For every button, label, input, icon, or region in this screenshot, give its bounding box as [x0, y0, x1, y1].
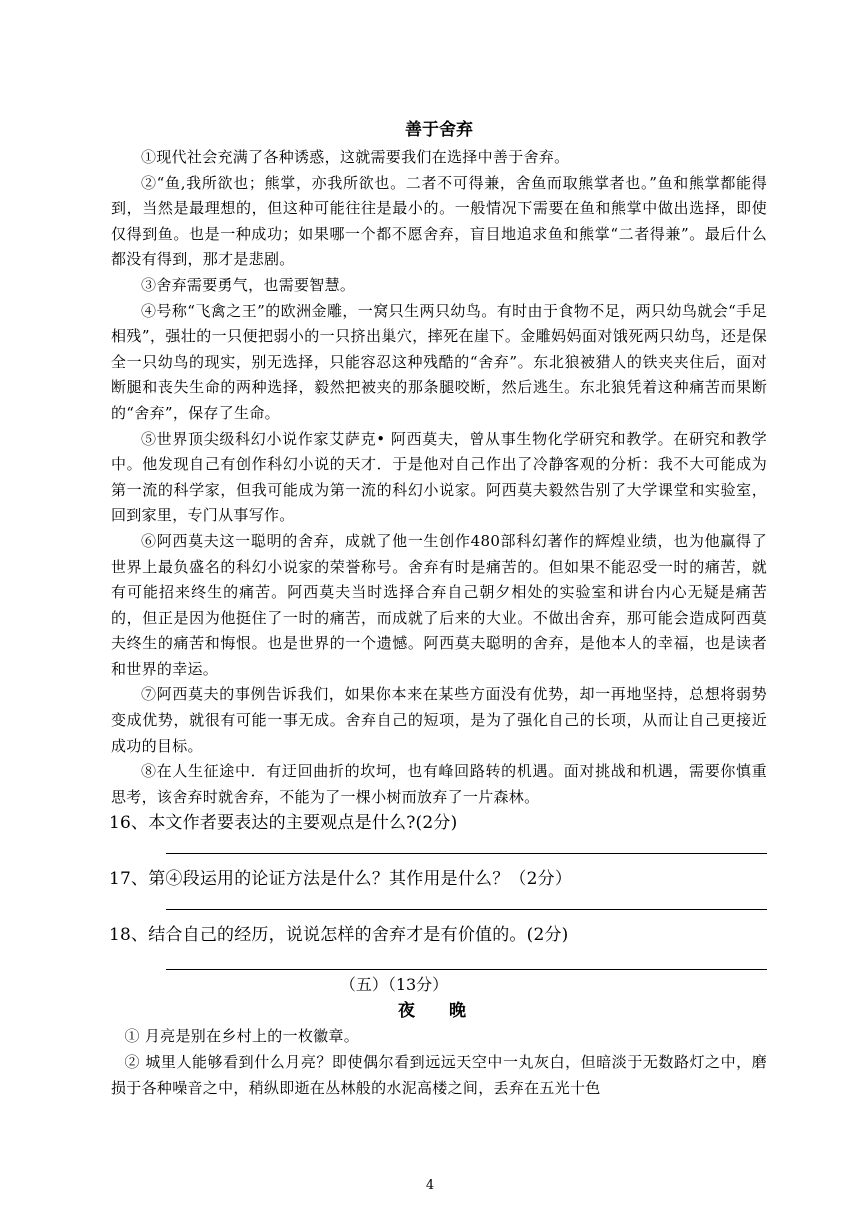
paragraph-5: ⑤世界顶尖级科幻小说作家艾萨克• 阿西莫夫，曾从事生物化学研究和教学。在研究和教学中。他发现自己有创作科幻小说的天才．于是他对自己作出了冷静客观的分析：我不大可能成为第一流的科学家，但我可能成为第一流的科幻小说家。阿西莫夫毅然告别了大学课堂和实验室，回到家里，专门从事写作。: [111, 429, 767, 525]
answer-line-17[interactable]: [166, 893, 767, 910]
paragraph-3: ③舍弃需要勇气，也需要智慧。: [141, 275, 356, 294]
paragraph-6: ⑥阿西莫夫这一聪明的舍弃，成就了他一生创作480部科幻著作的辉煌业绩，也为他赢得了世界上最负盛名的科幻小说家的荣誉称号。舍弃有时是痛苦的。但如果不能忍受一时的痛苦，就有可能招来终生的痛苦。阿西莫夫当时选择合弃自己朝夕相处的实验室和讲台内心无疑是痛苦的，但正是因为他挺住了一时的痛苦，而成就了后来的大业。不做出舍弃，那可能会造成阿西莫夫终生的痛苦和悔恨。也是世界的一个遗憾。阿西莫夫聪明的舍弃，是他本人的幸福，也是读者和世界的幸运。: [111, 531, 767, 678]
content-area: [111, 115, 767, 1101]
page-number: 4: [425, 1178, 435, 1193]
question-16: 16、本文作者要表达的主要观点是什么?(2分): [109, 813, 458, 834]
answer-line-18[interactable]: [166, 949, 767, 970]
section-paragraph-2: ② 城里人能够看到什么月亮？即使偶尔看到远远天空中一丸灰白，但暗淡于无数路灯之中，磨损于各种噪音之中，稍纵即逝在丛林般的水泥高楼之间，丢弃在五光十色: [111, 1053, 767, 1097]
paragraph-4: ④号称“飞禽之王”的欧洲金雕，一窝只生两只幼鸟。有时由于食物不足，两只幼鸟就会“手足相残”，强壮的一只便把弱小的一只挤出巢穴，摔死在崖下。金雕妈妈面对饿死两只幼鸟，还是保全一只幼鸟的现实，别无选择，只能容忍这种残酷的“舍弃”。东北狼被猎人的铁夹夹住后，面对断腿和丧失生命的两种选择，毅然把被夹的那条腿咬断，然后逃生。东北狼凭着这种痛苦而果断的“舍弃”，保存了生命。: [111, 301, 767, 422]
paragraph-8: ⑧在人生征途中．有迂回曲折的坎坷，也有峰回路转的机遇。面对挑战和机遇，需要你慎重思考，该舍弃时就舍弃，不能为了一棵小树而放弃了一片森林。: [111, 762, 767, 806]
section-title: 夜 晚: [398, 1001, 480, 1022]
paragraph-7: ⑦阿西莫夫的事例告诉我们，如果你本来在某些方面没有优势，却一再地坚持，总想将弱势变成优势，就很有可能一事无成。舍弃自己的短项，是为了强化自己的长项，从而让自己更接近成功的目标。: [111, 685, 767, 755]
section-paragraph-1: ① 月亮是别在乡村上的一枚徽章。: [124, 1027, 360, 1046]
question-18: 18、结合自己的经历，说说怎样的舍弃才是有价值的。(2分): [109, 925, 569, 946]
paragraph-1: ①现代社会充满了各种诱惑，这就需要我们在选择中善于舍弃。: [141, 148, 570, 166]
question-17: 17、第④段运用的论证方法是什么？其作用是什么？（2分）: [109, 869, 573, 890]
section-header: （五）（13分）: [339, 975, 449, 995]
article-title: 善于舍弃: [405, 120, 473, 140]
paragraph-2: ②“鱼,我所欲也；熊掌，亦我所欲也。二者不可得兼，舍鱼而取熊掌者也。”鱼和熊掌都能得到，当然是最理想的，但这种可能往往是最小的。一般情况下需要在鱼和熊掌中做出选择，即使仅得到鱼。也是一种成功；如果哪一个都不愿舍弃，盲目地追求鱼和熊掌“二者得兼”。最后什么都没有得到，那才是悲剧。: [111, 173, 767, 269]
answer-line-16[interactable]: [166, 837, 767, 854]
